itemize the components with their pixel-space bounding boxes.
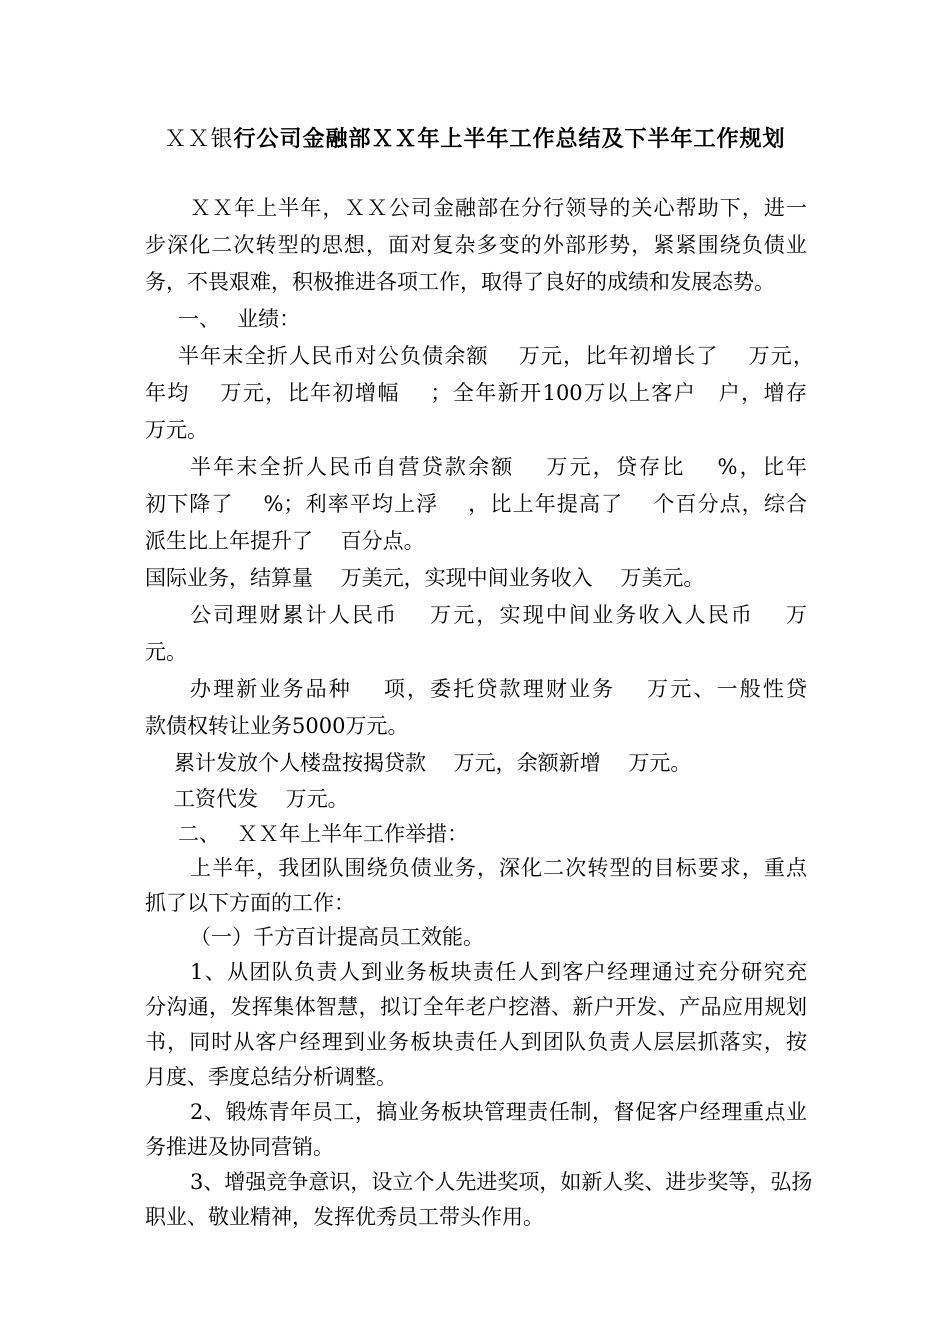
paragraph-line: 抓了以下方面的工作： (145, 891, 355, 915)
paragraph-line: 上半年，我团队围绕负债业务，深化二次转型的目标要求，重点 (190, 856, 807, 880)
paragraph-line: 步深化二次转型的思想，面对复杂多变的外部形势，紧紧围绕负债业 (145, 233, 807, 257)
paragraph-line: 万元。 (145, 418, 208, 442)
title-main: 行公司金融部ＸＸ年上半年工作总结及下半年工作规划 (233, 126, 786, 152)
paragraph-line: 书，同时从客户经理到业务板块责任人到团队负责人层层抓落实，按 (145, 1030, 807, 1054)
paragraph-line: 务推进及协同营销。 (145, 1135, 334, 1159)
paragraph-line: 2、锻炼青年员工，搞业务板块管理责任制，督促客户经理重点业 (190, 1100, 807, 1124)
paragraph-line: 累计发放个人楼盘按揭贷款 万元，余额新增 万元。 (174, 751, 692, 775)
paragraph-line: 初下降了 %；利率平均上浮 ，比上年提高了 个百分点，综合 (145, 492, 807, 516)
paragraph-line: 3、增强竞争意识，设立个人先进奖项，如新人奖、进步奖等，弘扬 (190, 1170, 813, 1194)
paragraph-line: 办理新业务品种 项，委托贷款理财业务 万元、一般性贷 (190, 677, 807, 701)
paragraph-line: 派生比上年提升了 百分点。 (145, 529, 425, 553)
subsection-heading: （一）千方百计提高员工效能。 (190, 925, 484, 949)
section-heading: 一、 业绩： (178, 307, 301, 331)
paragraph-line: 款债权转让业务5000万元。 (145, 714, 409, 738)
paragraph-line: 工资代发 万元。 (174, 787, 349, 811)
title-prefix: ＸＸ银 (164, 127, 234, 152)
paragraph-line: 公司理财累计人民币 万元，实现中间业务收入人民币 万 (190, 603, 807, 627)
section-heading: 二、 ＸＸ年上半年工作举措： (178, 822, 469, 846)
paragraph-line: 职业、敬业精神，发挥优秀员工带头作用。 (145, 1205, 544, 1229)
paragraph-line: 国际业务，结算量 万美元，实现中间业务收入 万美元。 (145, 566, 705, 590)
paragraph-line: ＸＸ年上半年，ＸＸ公司金融部在分行领导的关心帮助下，进一 (190, 196, 807, 220)
paragraph-line: 元。 (145, 640, 187, 664)
paragraph-line: 分沟通，发挥集体智慧，拟订全年老户挖潜、新户开发、产品应用规划 (145, 995, 807, 1019)
paragraph-line: 年均 万元，比年初增幅 ；全年新开100万以上客户 户，增存 (145, 381, 807, 405)
paragraph-line: 务，不畏艰难，积极推进各项工作，取得了良好的成绩和发展态势。 (145, 270, 775, 294)
paragraph-line: 半年末全折人民币自营贷款余额 万元，贷存比 %，比年 (190, 455, 807, 479)
document-title (0, 122, 950, 153)
paragraph-line: 半年末全折人民币对公负债余额 万元，比年初增长了 万元， (178, 344, 814, 368)
paragraph-line: 月度、季度总结分析调整。 (145, 1065, 397, 1089)
paragraph-line: 1、从团队负责人到业务板块责任人到客户经理通过充分研究充 (190, 960, 807, 984)
